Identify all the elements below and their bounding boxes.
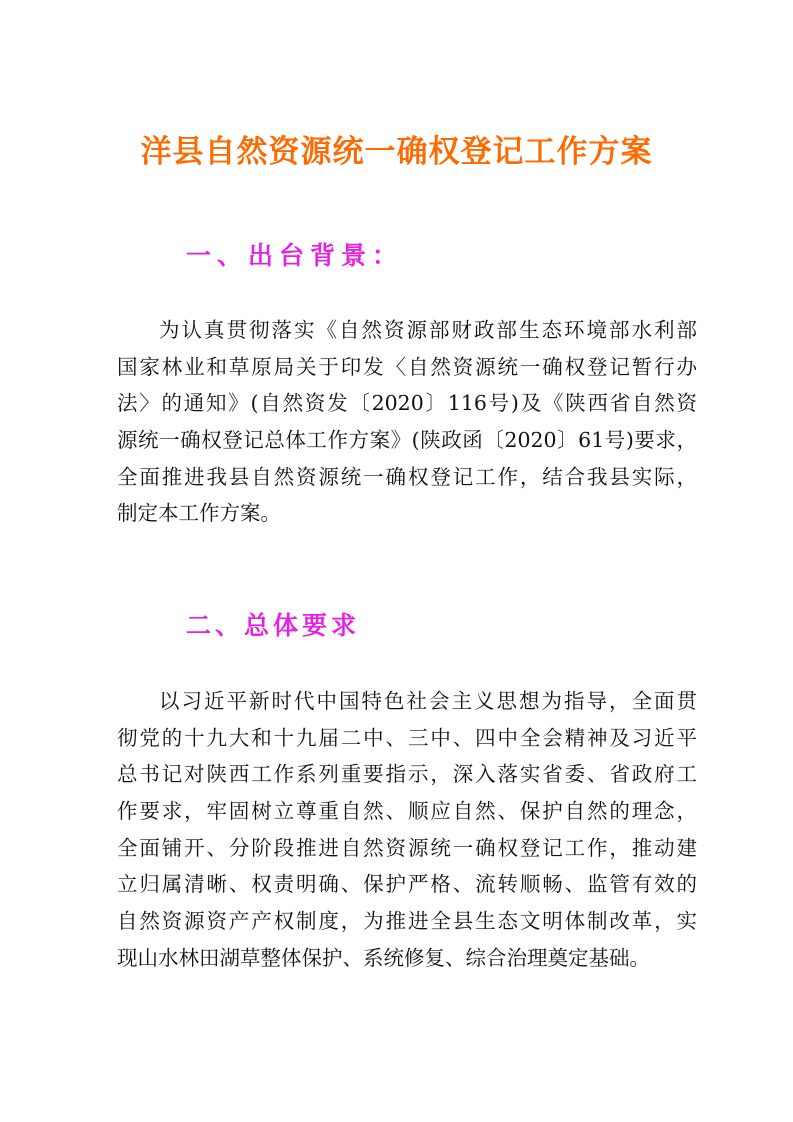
document-title: 洋县自然资源统一确权登记工作方案 bbox=[140, 134, 653, 170]
body-line: 源统一确权登记总体工作方案》(陕政函〔2020〕61号)要求， bbox=[117, 428, 697, 453]
body-line: 总书记对陕西工作系列重要指示，深入落实省委、省政府工 bbox=[117, 762, 697, 787]
section-body-background bbox=[117, 312, 697, 532]
section-heading-general-requirements: 二、总体要求 bbox=[186, 611, 361, 640]
body-line: 立归属清晰、权责明确、保护严格、流转顺畅、监管有效的 bbox=[117, 872, 697, 897]
body-line: 以习近平新时代中国特色社会主义思想为指导，全面贯 bbox=[159, 689, 697, 713]
body-line: 自然资源资产产权制度，为推进全县生态文明体制改革，实 bbox=[117, 909, 697, 934]
body-line: 彻党的十九大和十九届二中、三中、四中全会精神及习近平 bbox=[117, 725, 697, 750]
body-line: 现山水林田湖草整体保护、系统修复、综合治理奠定基础。 bbox=[117, 945, 650, 970]
body-line: 法〉的通知》(自然资发〔2020〕116号)及《陕西省自然资 bbox=[117, 391, 697, 416]
section-body-general-requirements bbox=[117, 683, 697, 977]
body-line: 制定本工作方案。 bbox=[117, 501, 281, 526]
body-line: 国家林业和草原局关于印发〈自然资源统一确权登记暂行办 bbox=[117, 354, 697, 379]
body-line: 为认真贯彻落实《自然资源部财政部生态环境部水利部 bbox=[159, 318, 697, 342]
body-line: 作要求，牢固树立尊重自然、顺应自然、保护自然的理念， bbox=[117, 799, 697, 824]
body-line: 全面推进我县自然资源统一确权登记工作，结合我县实际， bbox=[117, 464, 697, 489]
body-line: 全面铺开、分阶段推进自然资源统一确权登记工作，推动建 bbox=[117, 835, 697, 860]
section-heading-background: 一、出台背景： bbox=[186, 241, 404, 270]
